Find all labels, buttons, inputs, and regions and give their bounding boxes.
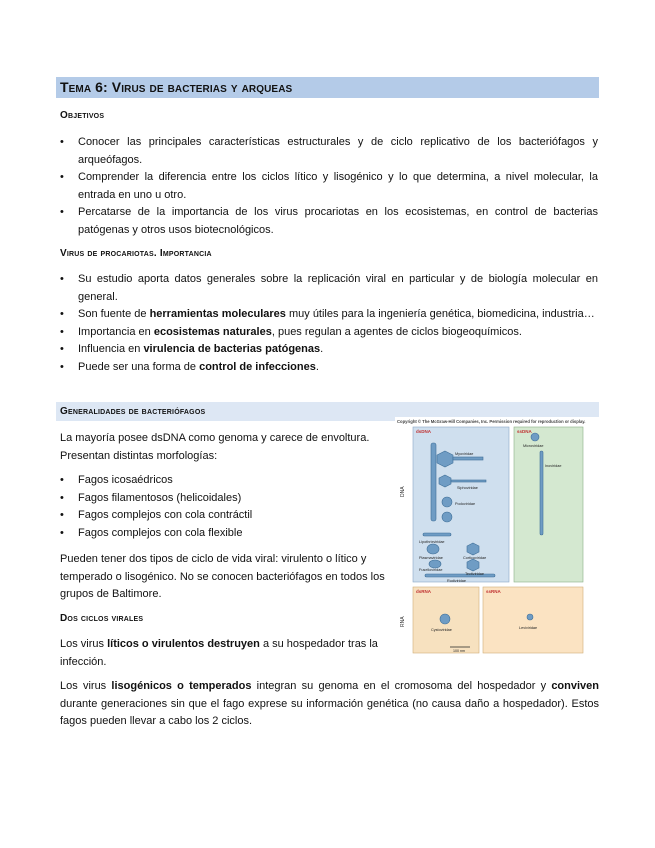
dsdna-label: dsDNA bbox=[416, 429, 432, 434]
generalities-heading: Generalidades de bacteriófagos bbox=[60, 406, 206, 417]
morphology-list bbox=[60, 472, 380, 542]
ssdna-panel bbox=[514, 427, 583, 582]
list-item: • Su estudio aporta datos generales sobre la replicación viral en particular y de biología molecular en general. bbox=[60, 271, 598, 306]
family-label: Microviridae bbox=[523, 444, 544, 448]
family-label: Tectiviridae bbox=[465, 572, 484, 576]
list-item: • Fagos complejos con cola flexible bbox=[60, 525, 380, 543]
ssrna-label: ssRNA bbox=[486, 589, 501, 594]
tectiviridae-shape bbox=[467, 559, 479, 571]
ssdna-label: ssDNA bbox=[517, 429, 532, 434]
ssrna-panel bbox=[483, 587, 583, 653]
family-label: Podoviridae bbox=[455, 502, 476, 506]
rna-axis-label: RNA bbox=[400, 616, 406, 627]
lipothrixviridae-shape bbox=[423, 533, 451, 536]
generalities-intro: La mayoría posee dsDNA como genoma y carece de envoltura. Presentan distintas morfologías: bbox=[60, 432, 370, 462]
family-label: Fuselloviridae bbox=[419, 568, 443, 572]
list-item: • Influencia en virulencia de bacterias patógenas. bbox=[60, 341, 598, 359]
family-label: Siphoviridae bbox=[457, 486, 478, 490]
list-item: • Fagos complejos con cola contráctil bbox=[60, 507, 380, 525]
lysogenic-paragraph: Los virus lisogénicos o temperados integran su genoma en el cromosoma del hospedador y conviven durante generaciones sin que el fago exprese su información genética (no causa daño a hospedador). Estos fagos pueden llevar a cabo los 2 ciclos. bbox=[60, 680, 599, 727]
objectives-list bbox=[60, 134, 598, 239]
list-item: • Comprender la diferencia entre los ciclos lítico y lisogénico y lo que determina, a nivel molecular, la entrada en uno u otro. bbox=[60, 169, 598, 204]
objectives-heading: Objetivos bbox=[60, 110, 105, 121]
siphoviridae-shape bbox=[439, 475, 451, 487]
plasmaviridae-shape bbox=[427, 544, 439, 554]
tailed-phage-shape bbox=[431, 443, 436, 521]
family-label: Myoviridae bbox=[455, 452, 474, 456]
list-item: • Conocer las principales características estructurales y de ciclo replicativo de los bacteriófagos y arqueófagos. bbox=[60, 134, 598, 169]
importance-heading: Virus de procariotas. Importancia bbox=[60, 248, 212, 259]
page-title: Tema 6: Virus de bacterias y arqueas bbox=[60, 79, 293, 95]
list-item: • Fagos icosaédricos bbox=[60, 472, 380, 490]
inoviridae-shape bbox=[540, 451, 543, 535]
lytic-paragraph: Los virus líticos o virulentos destruyen a su hospedador tras la infección. bbox=[60, 638, 378, 668]
cycles-intro: Pueden tener dos tipos de ciclo de vida viral: virulento o lítico y temperado o lisogénico. No se conocen bacteriófagos en todos los grupos de Baltimore. bbox=[60, 553, 385, 600]
family-label: Lipothrixviridae bbox=[419, 540, 445, 544]
phage-families-figure bbox=[395, 417, 600, 655]
dsrna-label: dsRNA bbox=[416, 589, 432, 594]
leviviridae-shape bbox=[527, 614, 533, 620]
list-item: • Percatarse de la importancia de los virus procariotas en los ecosistemas, en control de bacterias patógenas y otros usos biotecnológicos. bbox=[60, 204, 598, 239]
family-label: Inoviridae bbox=[545, 464, 562, 468]
family-label: Cystoviridae bbox=[431, 628, 452, 632]
microviridae-shape bbox=[531, 433, 539, 441]
cystoviridae-shape bbox=[440, 614, 450, 624]
importance-list bbox=[60, 271, 598, 376]
family-label: Rudiviridae bbox=[447, 579, 466, 583]
list-item: • Fagos filamentosos (helicoidales) bbox=[60, 490, 380, 508]
corticoviridae-shape bbox=[467, 543, 479, 555]
dna-axis-label: DNA bbox=[400, 486, 406, 497]
list-item: • Puede ser una forma de control de infecciones. bbox=[60, 359, 598, 377]
fuselloviridae-shape bbox=[429, 560, 441, 568]
figure-copyright: Copyright © The McGraw-Hill Companies, Inc. Permission required for reproduction or display. bbox=[397, 419, 586, 424]
list-item: • Son fuente de herramientas moleculares muy útiles para la ingeniería genética, biomedicina, industria… bbox=[60, 306, 598, 324]
list-item: • Importancia en ecosistemas naturales, pues regulan a agentes de ciclos biogeoquímicos. bbox=[60, 324, 598, 342]
scale-label: 100 nm bbox=[453, 649, 465, 653]
family-label: Plasmaviridae bbox=[419, 556, 443, 560]
two-cycles-heading: Dos ciclos virales bbox=[60, 613, 144, 624]
rudiviridae-shape bbox=[425, 574, 495, 577]
family-label: Leviviridae bbox=[519, 626, 538, 630]
podoviridae-shape bbox=[442, 497, 452, 507]
family-label: Corticoviridae bbox=[463, 556, 487, 560]
